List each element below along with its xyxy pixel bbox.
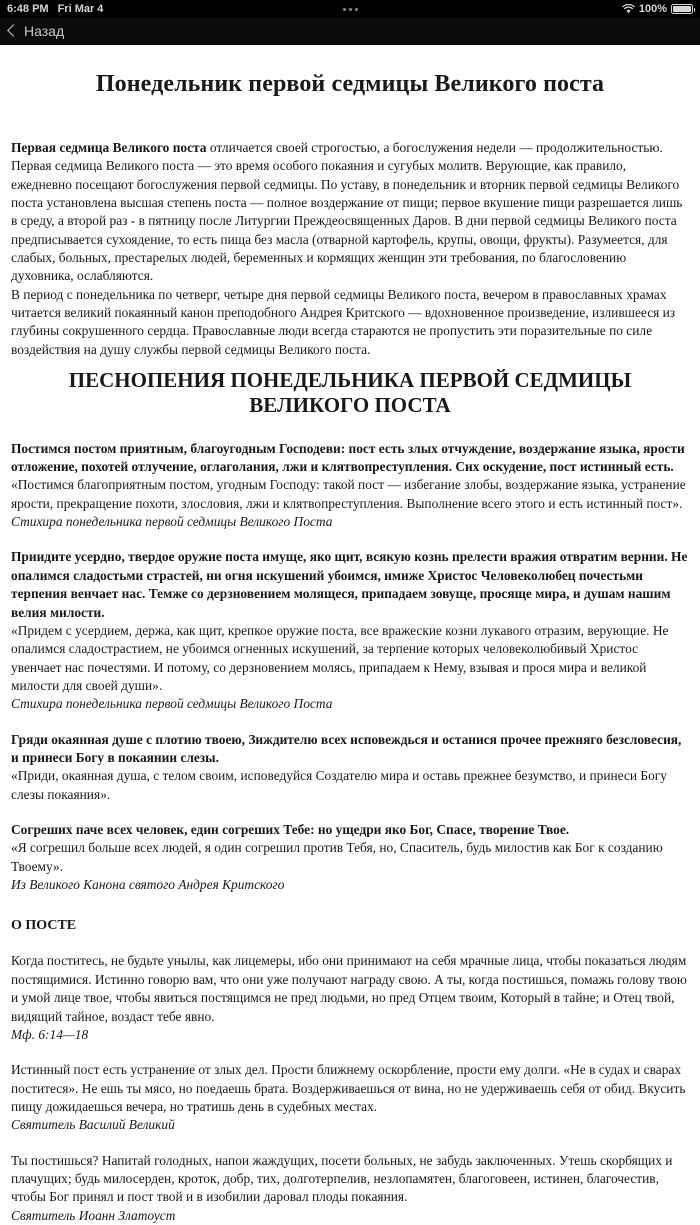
intro-body2-paragraph: В период с понедельника по четверг, четыре дня первой седмицы Великого поста, вечером в православных храмах читается великий покаянный канон преподобного Андрея Критского — вдохновенное произведение, излившееся из глубины сокрушенного сердца. Православные люди всегда стараются не пропустить эти поразительные по силе воздействия на душу службы первой седмицы Великого поста. bbox=[11, 286, 676, 357]
battery-full-icon bbox=[671, 4, 693, 14]
hymn-attribution: Из Великого Канона святого Андрея Критского bbox=[11, 877, 285, 893]
intro-lead-paragraph bbox=[11, 139, 689, 157]
fasting-section-heading: О ПОСТЕ bbox=[11, 917, 77, 933]
fasting-quote-attribution: Святитель Иоанн Златоуст bbox=[11, 1207, 176, 1223]
hymn-translation-text: «Приди, окаянная душа, с телом своим, исповедуйся Создателю мира и оставь прежнее безумство, и принеси Богу слезы покаяния». bbox=[11, 768, 667, 802]
fasting-quote-text: Ты постишься? Напитай голодных, напои жаждущих, посети больных, не забудь заключенных. Утешь скорбящих и плачущих; будь милосерден, кроток, добр, тих, долготерпелив, незлопамятен, благоговеен, истинен, благочестив, чтобы Бог принял и пост твой и в изобилии даровал плоды покаяния. bbox=[11, 1152, 673, 1205]
fasting-quote-block bbox=[11, 952, 689, 1044]
wifi-icon bbox=[622, 4, 635, 14]
status-date: Fri Mar 4 bbox=[57, 3, 104, 15]
hymn-slavonic-text: Постимся постом приятным, благоугодным Господеви: пост есть злых отчуждение, воздержание языка, ярости отложение, похотей отлучение, оглаголания, лжи и клятвопреступления. Сих оскудение, пост истинный есть. bbox=[11, 440, 685, 474]
hymn-attribution: Стихира понедельника первой седмицы Великого Поста bbox=[11, 696, 333, 712]
navigation-bar bbox=[0, 18, 700, 45]
fasting-quote-block bbox=[11, 1061, 689, 1134]
fasting-quote-attribution: Мф. 6:14—18 bbox=[11, 1026, 89, 1042]
chevron-left-icon bbox=[7, 24, 20, 37]
hymn-block bbox=[11, 440, 689, 532]
hymn-slavonic-text: Гряди окаянная душе с плотию твоею, Зиждителю всех исповеждься и останися прочее прежняго безсловесия, и принеси Богу в покаянии слезы. bbox=[11, 731, 682, 766]
status-bar bbox=[0, 0, 700, 18]
hymn-translation-text: «Придем с усердием, держа, как щит, крепкое оружие поста, все вражеские козни лукавого отразим, верующие. Не опалимся сладострастием, не убоимся огненных искушений, за терпение которых человеколюбивый Христос увенчает нас почестями. И потому, со дерзновением молясь, припадаем к Нему, взывая и прося мира и великой милости для своей души». bbox=[11, 622, 669, 693]
hymn-translation-text: «Постимся благоприятным постом, угодным Господу: такой пост — избегание злобы, воздержание языка, устранение ярости, прекращение похоти, злословия, лжи и клятвопреступления. Выполнение всего этого и есть истинный пост». bbox=[11, 477, 686, 511]
back-button[interactable] bbox=[9, 23, 64, 39]
intro-body-paragraph: Первая седмица Великого поста — это время особого покаяния и сугубых молитв. Верующие, как правило, ежедневно посещают богослужения первой седмицы. По уставу, в понедельник и вторник первой седмицы Великого поста установлена высшая степень поста — полное воздержание от пищи; первое вкушение пищи разрешается лишь в среду, а второй раз - в пятницу после Литургии Преждеосвященных Даров. В дни первой седмицы Великого поста предписывается сухоядение, то есть пища без масла (отварной картофель, крупы, овощи, фрукты). Разумеется, для слабых, больных, престарелых людей, беременных и кормящих женщин эти требования, по благословению духовника, ослабляются. bbox=[11, 158, 683, 284]
intro-lead-rest: отличается своей строгостью, а богослужения недели — продолжительностью. bbox=[206, 139, 663, 155]
status-bar-right bbox=[622, 3, 693, 15]
article-content bbox=[0, 70, 700, 1225]
status-bar-left bbox=[7, 3, 103, 15]
fasting-quote-attribution: Святитель Василий Великий bbox=[11, 1117, 175, 1133]
page-title: Понедельник первой седмицы Великого поста bbox=[95, 71, 605, 97]
hymn-block bbox=[11, 548, 689, 713]
status-time: 6:48 PM bbox=[7, 3, 49, 15]
battery-percent-label: 100% bbox=[638, 3, 667, 15]
fasting-quote-text: Когда поститесь, не будьте унылы, как лицемеры, ибо они принимают на себя мрачные лица, чтобы показаться людям постящимися. Истинно говорю вам, что они уже получают награду свою. А ты, когда постишься, помажь голову твою и умой лице твое, чтобы явиться постящимся не пред людьми, но пред Отцем твоим, Который в тайне; и Отец твой, видящий тайное, воздаст тебе явно. bbox=[11, 953, 687, 1024]
status-bar-center bbox=[0, 8, 700, 11]
intro-lead-in: Первая седмица Великого поста bbox=[11, 139, 207, 155]
more-dots-icon bbox=[343, 8, 358, 11]
hymn-slavonic-text: Согреших паче всех человек, един согреших Тебе: но ущедри яко Бог, Спасе, творение Твое. bbox=[11, 822, 570, 838]
hymns-section-heading: ПЕСНОПЕНИЯ ПОНЕДЕЛЬНИКА ПЕРВОЙ СЕДМИЦЫ ВЕЛИКОГО ПОСТА bbox=[68, 368, 632, 417]
hymn-attribution: Стихира понедельника первой седмицы Великого Поста bbox=[11, 514, 333, 530]
hymn-block bbox=[11, 821, 689, 894]
hymn-block bbox=[11, 731, 689, 804]
hymn-slavonic-text: Приидите усердно, твердое оружие поста имуще, яко щит, всякую кознь прелести вражия отвратим вернии. Не опалимся сладостьми страстей, ни огня искушений убоимся, имиже Христос Человеколюбец почестьми терпения венчает нас. Темже со дерзновением молящеся, припадаем зовуще, просяще мира, и душам нашим велия милости. bbox=[11, 549, 688, 620]
fasting-quote-block bbox=[11, 1152, 689, 1225]
back-button-label: Назад bbox=[24, 23, 65, 39]
hymn-translation-text: «Я согрешил больше всех людей, я один согрешил против Тебя, но, Спаситель, будь милостив как Бог к созданию Твоему». bbox=[11, 840, 663, 874]
fasting-quote-text: Истинный пост есть устранение от злых дел. Прости ближнему оскорбление, прости ему долги. «Не в судах и сварах поститеся». Не ешь ты мясо, но поедаешь брата. Воздерживаешься от вина, но не удерживаешь себя от обид. Вкусить пищу дожидаешься вечера, но тратишь день в судебных местах. bbox=[11, 1062, 686, 1114]
